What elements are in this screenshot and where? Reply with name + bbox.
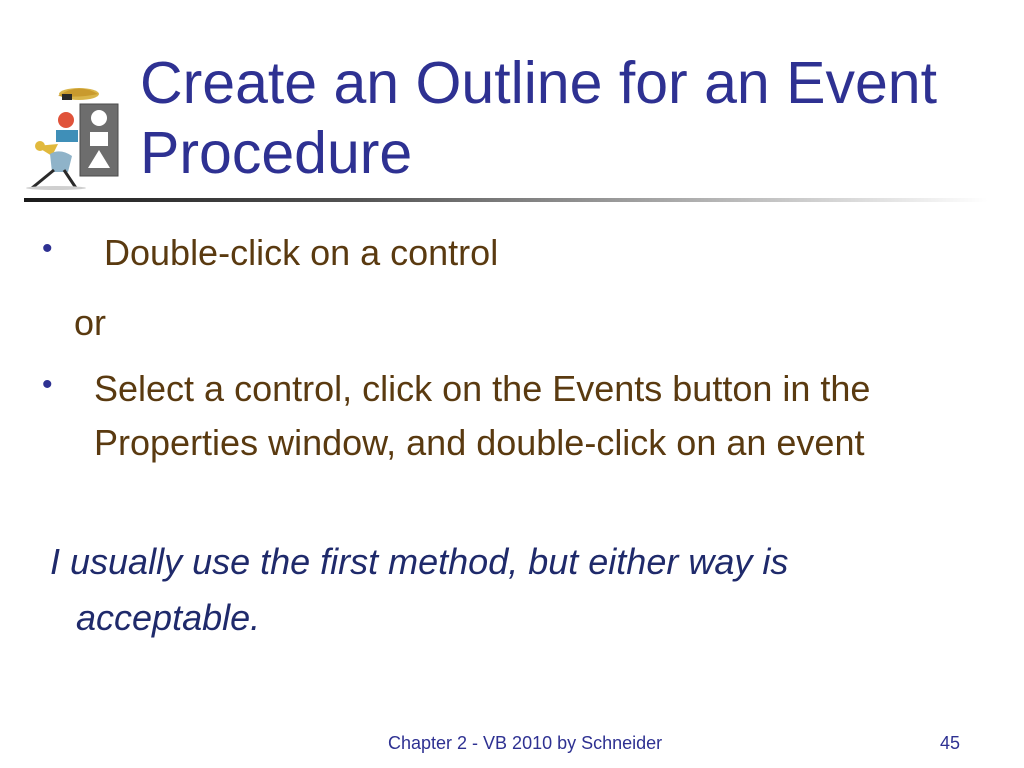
bullet-item-1: Double-click on a control (104, 232, 499, 273)
footer-text: Chapter 2 - VB 2010 by Schneider (388, 733, 663, 753)
note-text (50, 534, 1000, 646)
page-number: 45 (940, 733, 961, 753)
slide-title: Create an Outline for an Event Procedure (140, 50, 937, 186)
note-line-2: acceptable. (76, 597, 261, 638)
note-line-1: I usually use the first method, but either way is (50, 541, 789, 582)
bullet-marker: • (42, 232, 53, 265)
title-divider (24, 198, 988, 202)
figure-with-shapes-icon (22, 84, 122, 190)
bullet-item-2: Select a control, click on the Events button in the Properties window, and double-click on an event (94, 368, 871, 463)
bullet-marker: • (42, 368, 53, 401)
separator-text: or (74, 302, 107, 343)
